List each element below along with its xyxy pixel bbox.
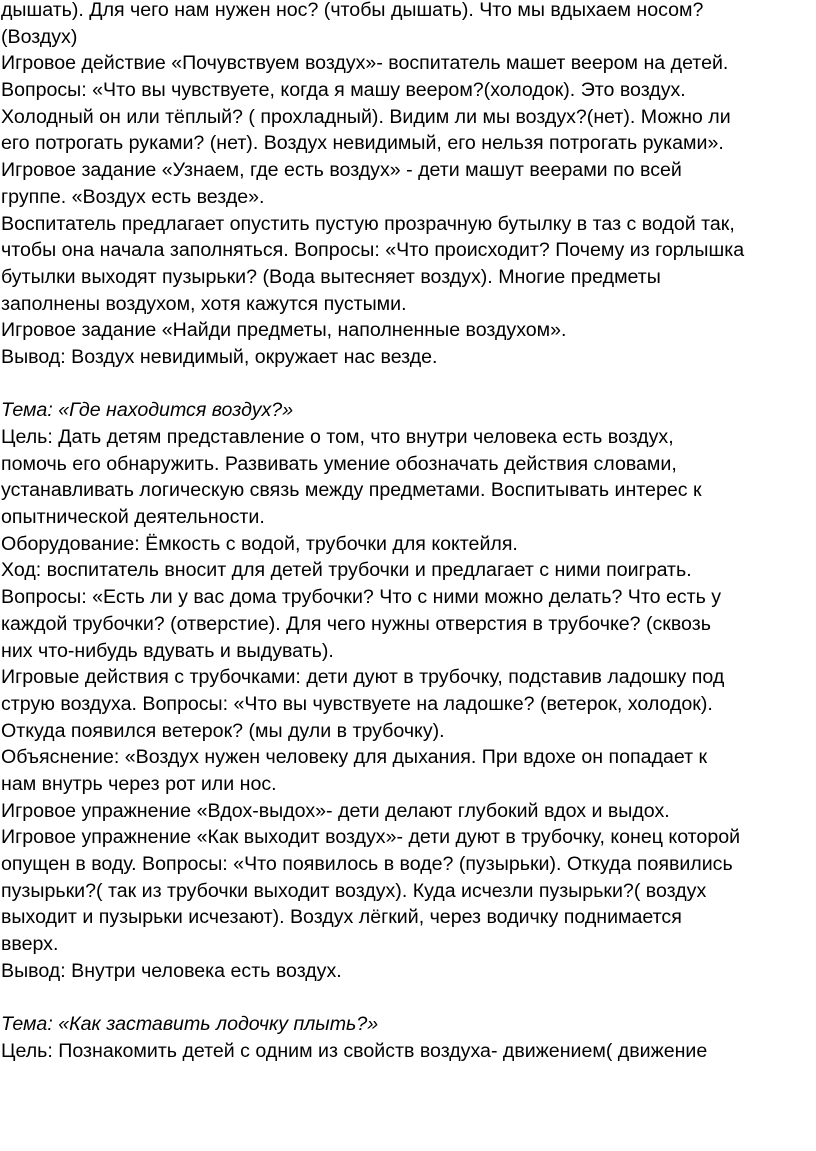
section-heading: Тема: «Как заставить лодочку плыть?» bbox=[1, 1013, 379, 1036]
text-line: Оборудование: Ёмкость с водой, трубочки для коктейля. bbox=[1, 532, 518, 555]
section-heading: Тема: «Где находится воздух?» bbox=[1, 399, 294, 422]
text-line: Цель: Дать детям представление о том, что внутри человека есть воздух, bbox=[1, 426, 674, 448]
text-line: Игровое задание «Узнаем, где есть воздух» - дети машут веерами по всей bbox=[1, 159, 682, 182]
text-line: Откуда появился ветерок? (мы дули в трубочку). bbox=[1, 719, 445, 742]
text-line: Цель: Познакомить детей с одним из свойств воздуха- движением( движение bbox=[1, 1039, 708, 1062]
text-line: опытнической деятельности. bbox=[1, 506, 265, 529]
text-line: Игровое упражнение «Вдох-выдох»- дети делают глубокий вдох и выдох. bbox=[1, 799, 670, 822]
text-line: Вопросы: «Что вы чувствуете, когда я машу веером?(холодок). Это воздух. bbox=[1, 79, 686, 102]
text-line: группе. «Воздух есть везде». bbox=[1, 185, 265, 208]
text-line: них что-нибудь вдувать и выдувать). bbox=[1, 639, 334, 662]
text-line: выходит и пузырьки исчезают). Воздух лёгкий, через водичку поднимается bbox=[1, 906, 682, 929]
text-line: Игровые действия с трубочками: дети дуют в трубочку, подставив ладошку под bbox=[1, 666, 725, 689]
text-line: (Воздух) bbox=[1, 25, 78, 48]
text-line: заполнены воздухом, хотя кажутся пустыми. bbox=[1, 292, 407, 315]
text-line: Ход: воспитатель вносит для детей трубочки и предлагает с ними поиграть. bbox=[1, 559, 692, 582]
text-line: Вопросы: «Есть ли у вас дома трубочки? Что с ними можно делать? Что есть у bbox=[1, 586, 722, 609]
text-line: бутылки выходят пузырьки? (Вода вытесняет воздух). Многие предметы bbox=[1, 265, 661, 288]
text-line: Холодный он или тёплый? ( прохладный). Видим ли мы воздух?(нет). Можно ли bbox=[1, 105, 731, 128]
blank-line bbox=[0, 984, 816, 1011]
text-line: Игровое действие «Почувствуем воздух»- воспитатель машет веером на детей. bbox=[1, 52, 729, 75]
blank-line bbox=[0, 371, 816, 398]
conclusion-line: Вывод: Воздух невидимый, окружает нас везде. bbox=[1, 345, 438, 368]
text-line: опущен в воду. Вопросы: «Что появилось в воде? (пузырьки). Откуда появились bbox=[1, 853, 733, 875]
text-line: устанавливать логическую связь между предметами. Воспитывать интерес к bbox=[1, 479, 702, 502]
text-line: помочь его обнаружить. Развивать умение обозначать действия словами, bbox=[1, 452, 677, 475]
text-line: Объяснение: «Воздух нужен человеку для дыхания. При вдохе он попадает к bbox=[1, 746, 708, 769]
text-line: Воспитатель предлагает опустить пустую прозрачную бутылку в таз с водой так, bbox=[1, 212, 735, 235]
text-line: каждой трубочки? (отверстие). Для чего нужны отверстия в трубочке? (сквозь bbox=[1, 612, 711, 635]
text-line: Игровое задание «Найди предметы, наполненные воздухом». bbox=[1, 319, 567, 342]
conclusion-line: Вывод: Внутри человека есть воздух. bbox=[1, 959, 342, 982]
text-line: пузырьки?( так из трубочки выходит воздух). Куда исчезли пузырьки?( воздух bbox=[1, 879, 707, 902]
text-line: струю воздуха. Вопросы: «Что вы чувствуете на ладошке? (ветерок, холодок). bbox=[1, 692, 713, 715]
text-line: вверх. bbox=[1, 933, 59, 956]
text-line: Игровое упражнение «Как выходит воздух»- дети дуют в трубочку, конец которой bbox=[1, 826, 741, 849]
text-line: нам внутрь через рот или нос. bbox=[1, 772, 277, 795]
text-line: чтобы она начала заполняться. Вопросы: «Что происходит? Почему из горлышка bbox=[1, 239, 745, 262]
text-line: его потрогать руками? (нет). Воздух невидимый, его нельзя потрогать руками». bbox=[1, 132, 724, 155]
text-line: дышать). Для чего нам нужен нос? (чтобы дышать). Что мы вдыхаем носом? bbox=[1, 0, 704, 21]
